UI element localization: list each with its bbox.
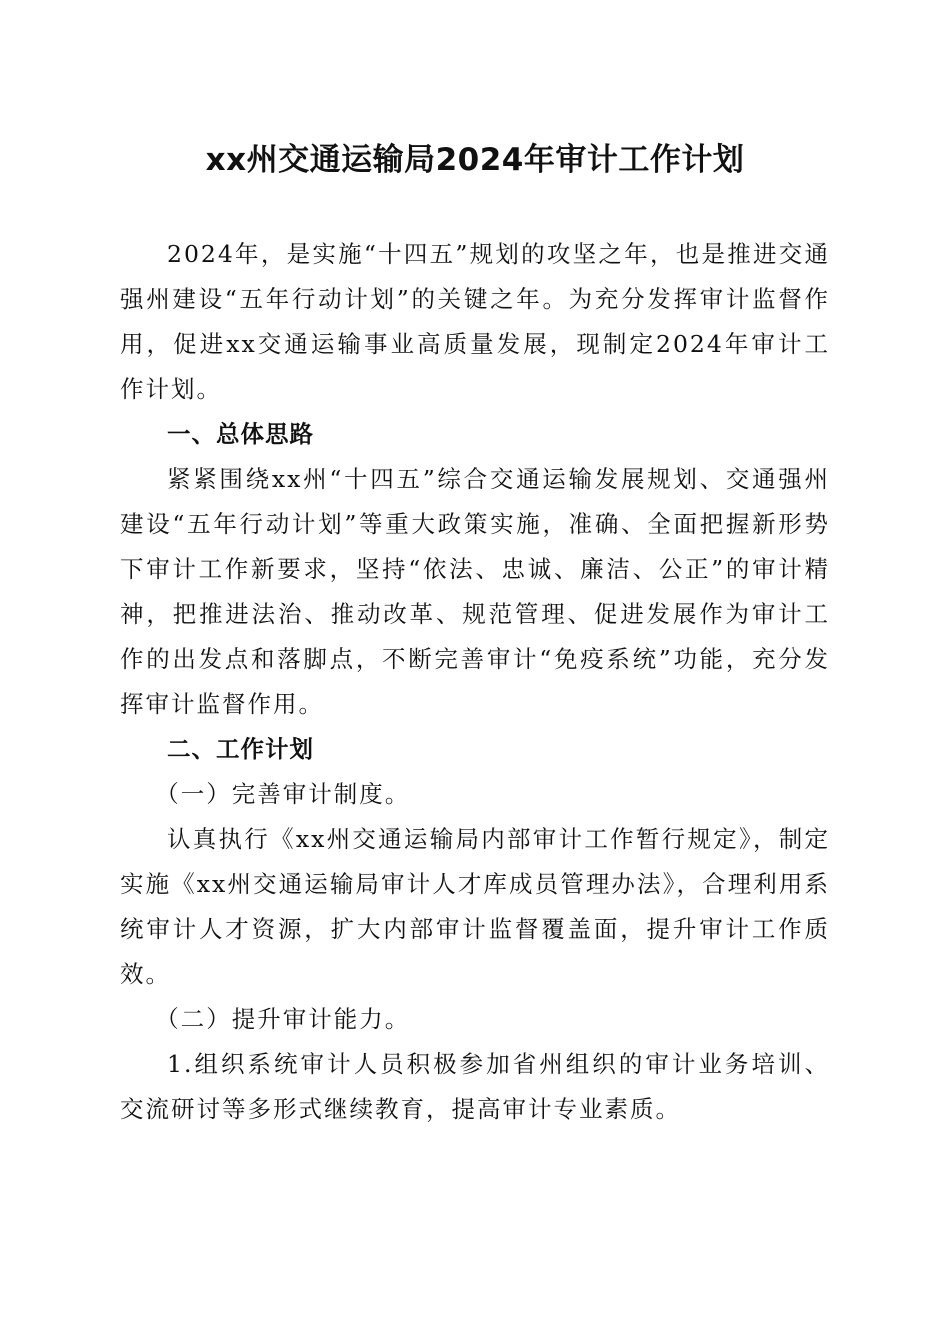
intro-paragraph: 2024年，是实施“十四五”规划的攻坚之年，也是推进交通强州建设“五年行动计划”的关键之年。为充分发挥审计监督作用，促进xx交通运输事业高质量发展，现制定2024年审计工作计划。 (120, 240, 830, 403)
subsection-heading-audit-capability: （二）提升审计能力。 (155, 1005, 411, 1033)
audit-system-paragraph: 认真执行《xx州交通运输局内部审计工作暂行规定》，制定实施《xx州交通运输局审计人才库成员管理办法》，合理利用系统审计人才资源，扩大内部审计监督覆盖面，提升审计工作质效。 (120, 825, 830, 988)
section-heading-overall-approach: 一、总体思路 (167, 420, 314, 448)
audit-capability-item-1: 1.组织系统审计人员积极参加省州组织的审计业务培训、交流研讨等多形式继续教育，提高审计专业素质。 (120, 1050, 830, 1123)
document-body (120, 232, 830, 1132)
document-title: xx州交通运输局2024年审计工作计划 (205, 142, 745, 178)
section-heading-work-plan: 二、工作计划 (167, 735, 314, 763)
overall-approach-paragraph: 紧紧围绕xx州“十四五”综合交通运输发展规划、交通强州建设“五年行动计划”等重大政策实施，准确、全面把握新形势下审计工作新要求，坚持“依法、忠诚、廉洁、公正”的审计精神，把推进法治、推动改革、规范管理、促进发展作为审计工作的出发点和落脚点，不断完善审计“免疫系统”功能，充分发挥审计监督作用。 (120, 465, 830, 718)
subsection-heading-audit-system: （一）完善审计制度。 (155, 780, 411, 808)
